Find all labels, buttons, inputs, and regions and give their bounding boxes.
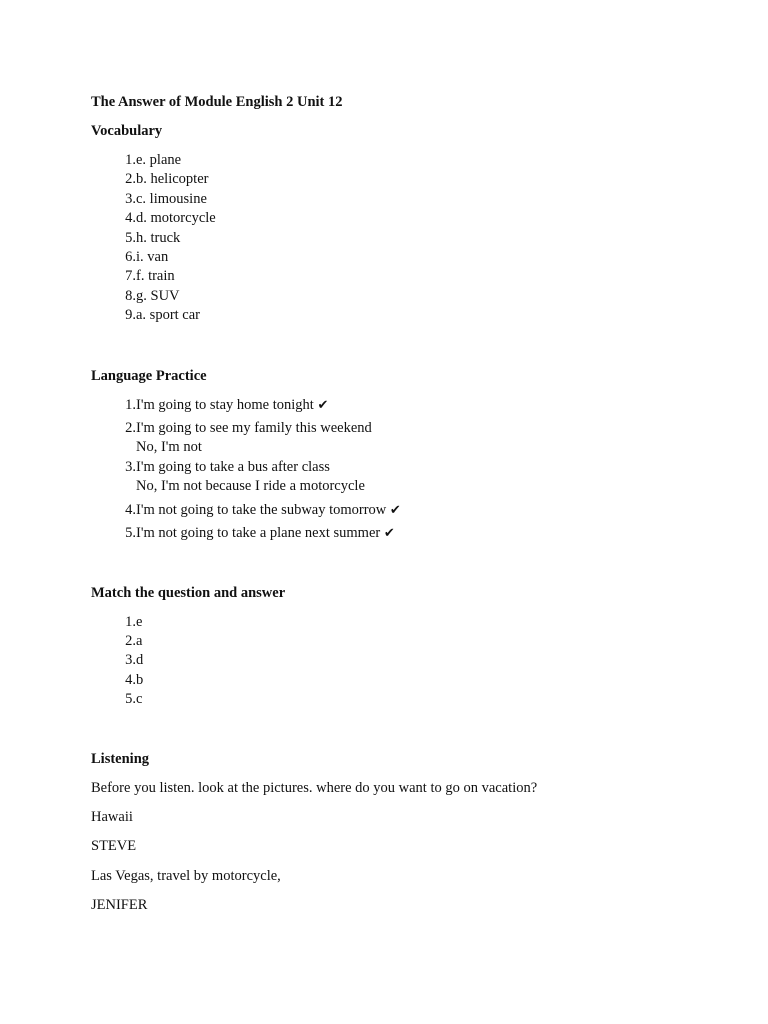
listening-heading: Listening [91, 750, 150, 767]
list-item: 5. c [125, 691, 143, 708]
listening-answer: JENIFER [91, 897, 148, 914]
match-heading: Match the question and answer [91, 584, 286, 601]
list-item: 8. g. SUV [125, 287, 180, 304]
list-item: 2. b. helicopter [125, 171, 209, 188]
vocabulary-list [91, 151, 711, 326]
listening-answer: Las Vegas, travel by motorcycle, [91, 867, 281, 884]
list-item: 4. b [125, 671, 144, 688]
list-item: 5. h. truck [125, 229, 181, 246]
list-item: 1. I'm going to stay home tonight ✔ [125, 396, 329, 413]
list-item: 1. e. plane [125, 152, 182, 168]
checkmark-icon: ✔ [383, 526, 395, 542]
checkmark-icon: ✔ [389, 502, 401, 518]
list-item: 3. I'm going to take a bus after class No, I'm not because I ride a motorcycle [125, 458, 365, 495]
match-list [91, 613, 711, 710]
language-practice-list [91, 396, 711, 544]
list-item: 9. a. sport car [125, 307, 201, 324]
list-item: 4. d. motorcycle [125, 210, 216, 227]
list-item: 1. e [125, 613, 143, 630]
list-item: 6. i. van [125, 249, 169, 266]
list-item: 3. c. limousine [125, 190, 207, 207]
list-item: 2. I'm going to see my family this weekend No, I'm not [125, 420, 372, 456]
language-practice-heading: Language Practice [91, 367, 207, 384]
list-item: 5. I'm not going to take a plane next summer ✔ [125, 525, 395, 542]
listening-question: Before you listen. look at the pictures. where do you want to go on vacation? [91, 779, 538, 796]
document-page [91, 93, 711, 926]
document-title: The Answer of Module English 2 Unit 12 [91, 94, 343, 110]
listening-answer: Hawaii [91, 808, 133, 825]
checkmark-icon: ✔ [317, 397, 329, 413]
listening-answer: STEVE [91, 838, 137, 855]
list-item: 7. f. train [125, 268, 175, 285]
vocabulary-heading: Vocabulary [91, 123, 163, 139]
list-item: 2. a [125, 632, 143, 649]
list-item: 4. I'm not going to take the subway tomorrow ✔ [125, 501, 401, 518]
list-item: 3. d [125, 652, 144, 669]
